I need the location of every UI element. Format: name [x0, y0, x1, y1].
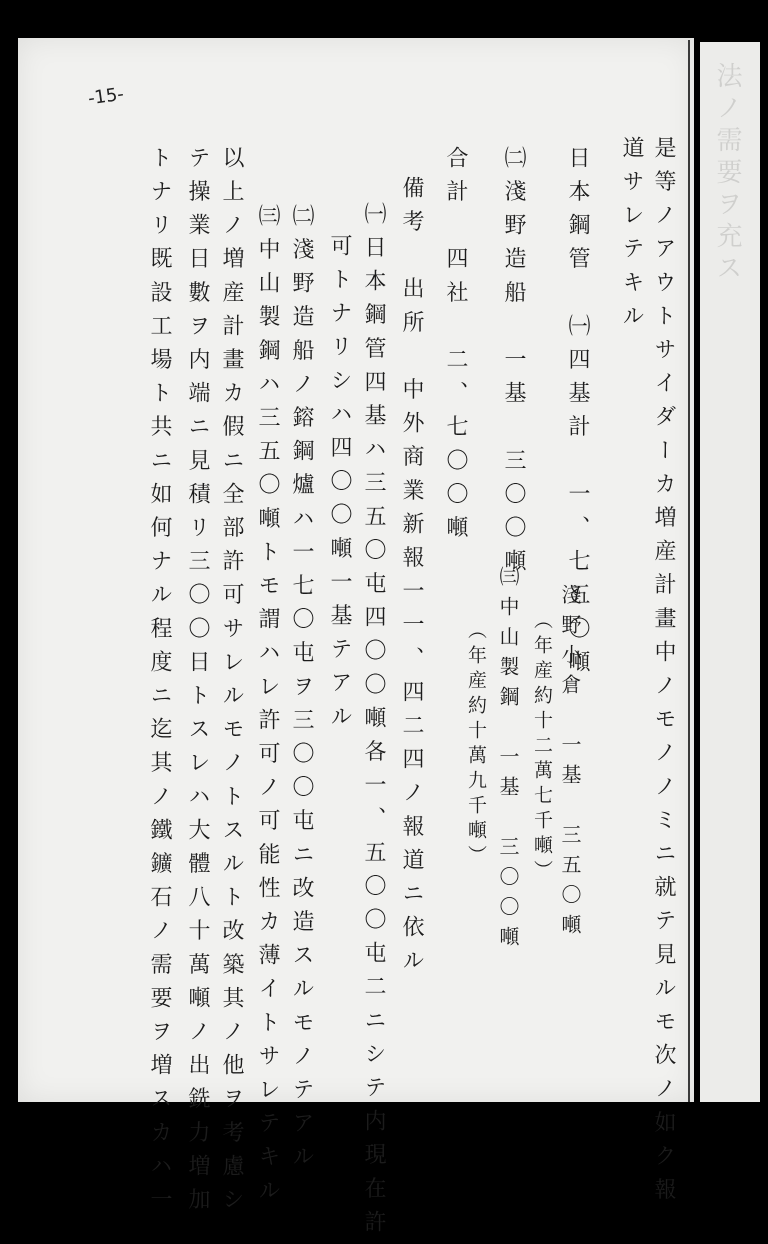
page-edge-line: [688, 40, 690, 1102]
text-line-14: ㈢中山製鋼ハ三五〇噸トモ謂ハレ許可ノ可能性カ薄イトサレテキル: [255, 204, 280, 1212]
text-line-11: ㈠日本鋼管四基ハ三五〇屯四〇〇噸各一、五〇〇屯二ニシテ内現在許: [361, 202, 386, 1244]
document-page: [18, 38, 694, 1102]
text-line-2: 道サレテキル: [619, 136, 644, 338]
text-line-13: ㈡淺野造船ノ鎔鋼爐ハ一七〇屯ヲ三〇〇屯ニ改造スルモノテアル: [289, 204, 314, 1179]
text-line-8: （年産約十萬九千噸）: [465, 620, 487, 870]
page-number: -15-: [86, 83, 126, 110]
text-line-17: トナリ既設工場ト共ニ如何ナル程度ニ迄其ノ鐵鑛石ノ需要ヲ増スカハ一: [147, 146, 172, 1222]
text-line-12: 可トナリシハ四〇〇噸一基テアル: [327, 234, 352, 738]
text-line-15: 以上ノ増産計畫カ假ニ全部許可サレルモノトスルト改築其ノ他ヲ考慮シ: [219, 146, 244, 1222]
text-line-9: 合計 四社 二、七〇〇噸: [443, 146, 468, 550]
adjacent-page: [700, 42, 760, 1102]
text-line-10: 備考 出所 中外商業新報一一、四二四ノ報道ニ依ル: [399, 176, 424, 983]
text-line-5: （年産約十二萬七千噸）: [531, 610, 553, 885]
text-line-16: テ操業日數ヲ内端ニ見積リ三〇〇日トスレハ大體八十萬噸ノ出銑力増加: [185, 146, 210, 1222]
text-line-1: 是等ノアウトサイダーカ増産計畫中ノモノノミニ就テ見ルモ次ノ如ク報: [651, 136, 676, 1212]
text-line-3: 日本鋼管 ㈠四基計 一、七五〇噸: [565, 146, 590, 684]
adjacent-page-bleed-text: 法ノ需要ヲ充ス: [712, 62, 742, 286]
text-line-7: ㈢中山製鋼 一基 三〇〇噸: [496, 566, 520, 956]
text-line-6: ㈡淺野造船 一基 三〇〇噸: [501, 146, 526, 583]
text-line-4: 淺野小倉 一基 三五〇噸: [558, 584, 582, 944]
